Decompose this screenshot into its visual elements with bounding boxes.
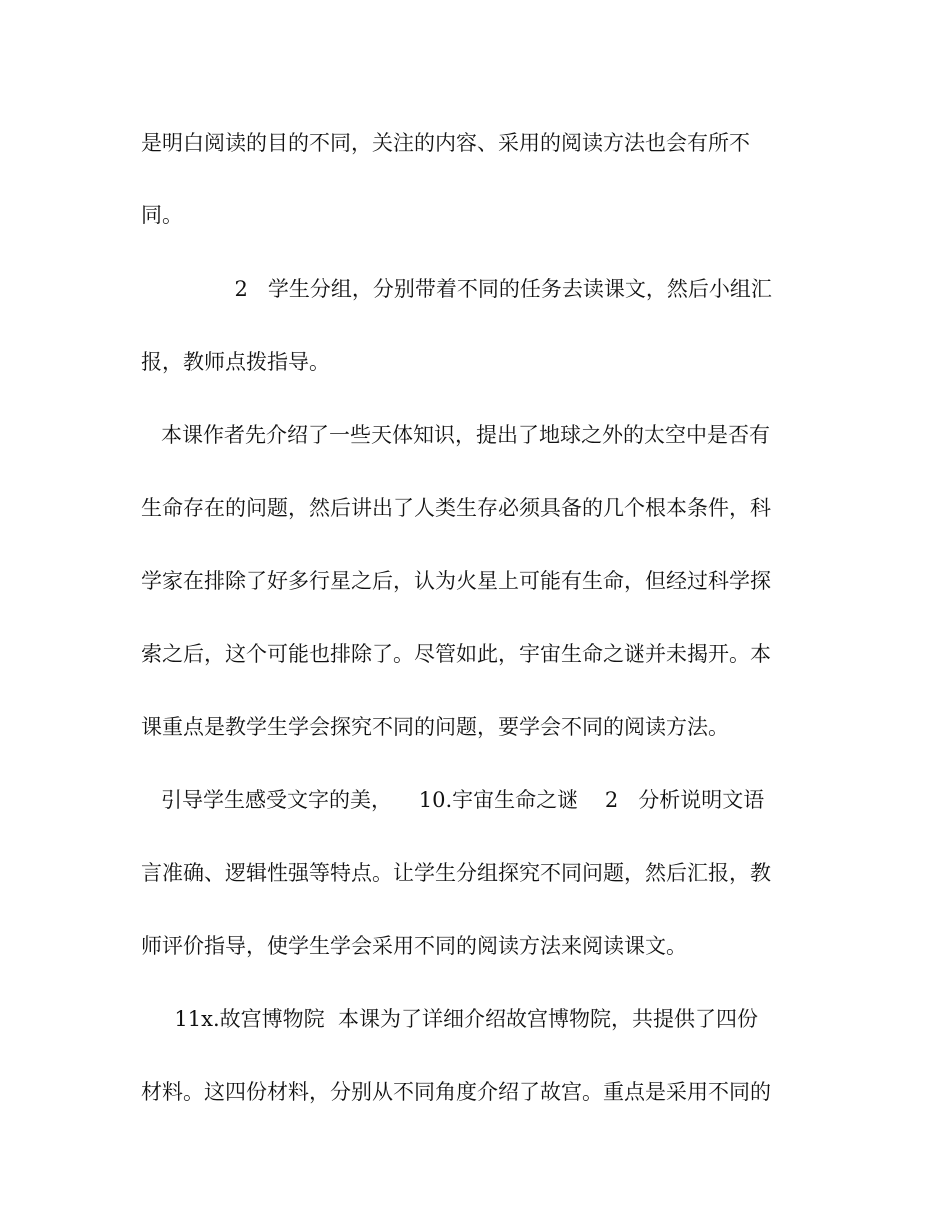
- text-line: 生命存在的问题，然后讲出了人类生存必须具备的几个根本条件，科: [141, 496, 771, 520]
- text-line: 是明白阅读的目的不同，关注的内容、采用的阅读方法也会有所不: [141, 131, 750, 155]
- text-line: 引导学生感受文字的美， 10.宇宙生命之谜 2 分析说明文语: [141, 788, 765, 812]
- text-line: 索之后，这个可能也排除了。尽管如此，宇宙生命之谜并未揭开。本: [141, 642, 771, 666]
- text-line: 学家在排除了好多行星之后，认为火星上可能有生命，但经过科学探: [141, 569, 771, 593]
- text-line: 2 学生分组，分别带着不同的任务去读课文，然后小组汇: [141, 277, 772, 301]
- text-line: 课重点是教学生学会探究不同的问题，要学会不同的阅读方法。: [141, 715, 729, 739]
- text-line: 言准确、逻辑性强等特点。让学生分组探究不同问题，然后汇报，教: [141, 861, 771, 885]
- text-line: 师评价指导，使学生学会采用不同的阅读方法来阅读课文。: [141, 934, 687, 958]
- text-line: 同。: [141, 203, 183, 227]
- text-line: 报，教师点拨指导。: [141, 350, 330, 374]
- text-line: 材料。这四份材料，分别从不同角度介绍了故宫。重点是采用不同的: [141, 1080, 771, 1104]
- text-line: 11x.故宫博物院 本课为了详细介绍故宫博物院，共提供了四份: [141, 1007, 758, 1031]
- text-line: 本课作者先介绍了一些天体知识，提出了地球之外的太空中是否有: [141, 423, 771, 447]
